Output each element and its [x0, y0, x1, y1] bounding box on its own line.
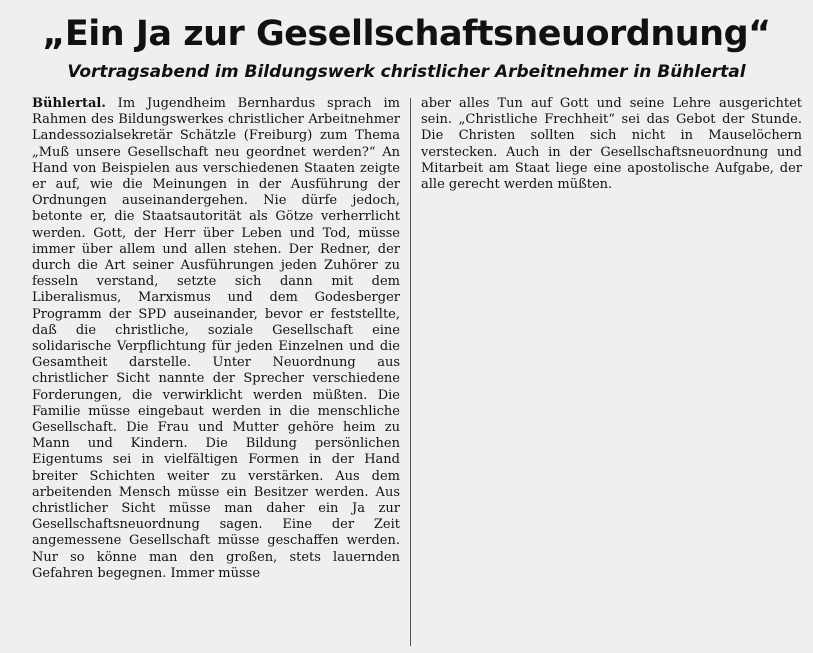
- column-left-text: Im Jugendheim Bernhardus sprach im Rahmen des Bildungswerkes christlicher Arbeitnehmer Landessozialsekretär Schätzle (Freiburg) zum Thema „Muß unsere Gesellschaft neu geordnet werden?“ An Hand von Beispielen aus verschiedenen Staaten zeigte er auf, wie die Meinungen in der Ausführung der Ordnungen auseinandergehen. Nie dürfe jedoch, betonte er, die Staatsautorität als Götze verherrlicht werden. Gott, der Herr über Leben und Tod, müsse immer über allem und allen stehen. Der Redner, der durch die Art seiner Ausführungen jeden Zuhörer zu fesseln verstand, setzte sich dann mit dem Liberalismus, Marxismus und dem Godesberger Programm der SPD auseinander, bevor er feststellte, daß die christliche, soziale Gesellschaft eine solidarische Verpflichtung für jeden Einzelnen und die Gesamtheit darstelle. Unter Neuordnung aus christlicher Sicht nannte der Sprecher verschiedene Forderungen, die verwirklicht werden müßten. Die Familie müsse eingebaut werden in die menschliche Gesellschaft. Die Frau und Mutter gehöre heim zu Mann und Kindern. Die Bildung persönlichen Eigentums sei in vielfältigen Formen in der Hand breiter Schichten weiter zu verstärken. Aus dem arbeitenden Mensch müsse ein Besitzer werden. Aus christlicher Sicht müsse man daher ein Ja zur Gesellschaftsneuordnung sagen. Eine der Zeit angemessene Gesellschaft müsse geschaffen werden. Nur so könne man den großen, stets lauernden Gefahren begegnen. Immer müsse: [32, 96, 400, 581]
- subheadline: Vortragsabend im Bildungswerk christlicher Arbeitnehmer in Bühlertal: [67, 62, 746, 82]
- column-divider: [410, 98, 411, 646]
- dateline: Bühlertal.: [32, 96, 106, 111]
- column-right-text: aber alles Tun auf Gott und seine Lehre ausgerichtet sein. „Christliche Frechheit“ sei das Gebot der Stunde. Die Christen sollten sich nicht in Mauselöchern verstecken. Auch in der Gesellschaftsneuordnung und Mitarbeit am Staat liege eine apostolische Aufgabe, der alle gerecht werden müßten.: [421, 96, 802, 193]
- column-left-paragraph: [32, 96, 400, 582]
- article-column-left: [32, 96, 400, 582]
- headline: „Ein Ja zur Gesellschaftsneuordnung“: [42, 14, 771, 54]
- article-column-right: [421, 96, 802, 193]
